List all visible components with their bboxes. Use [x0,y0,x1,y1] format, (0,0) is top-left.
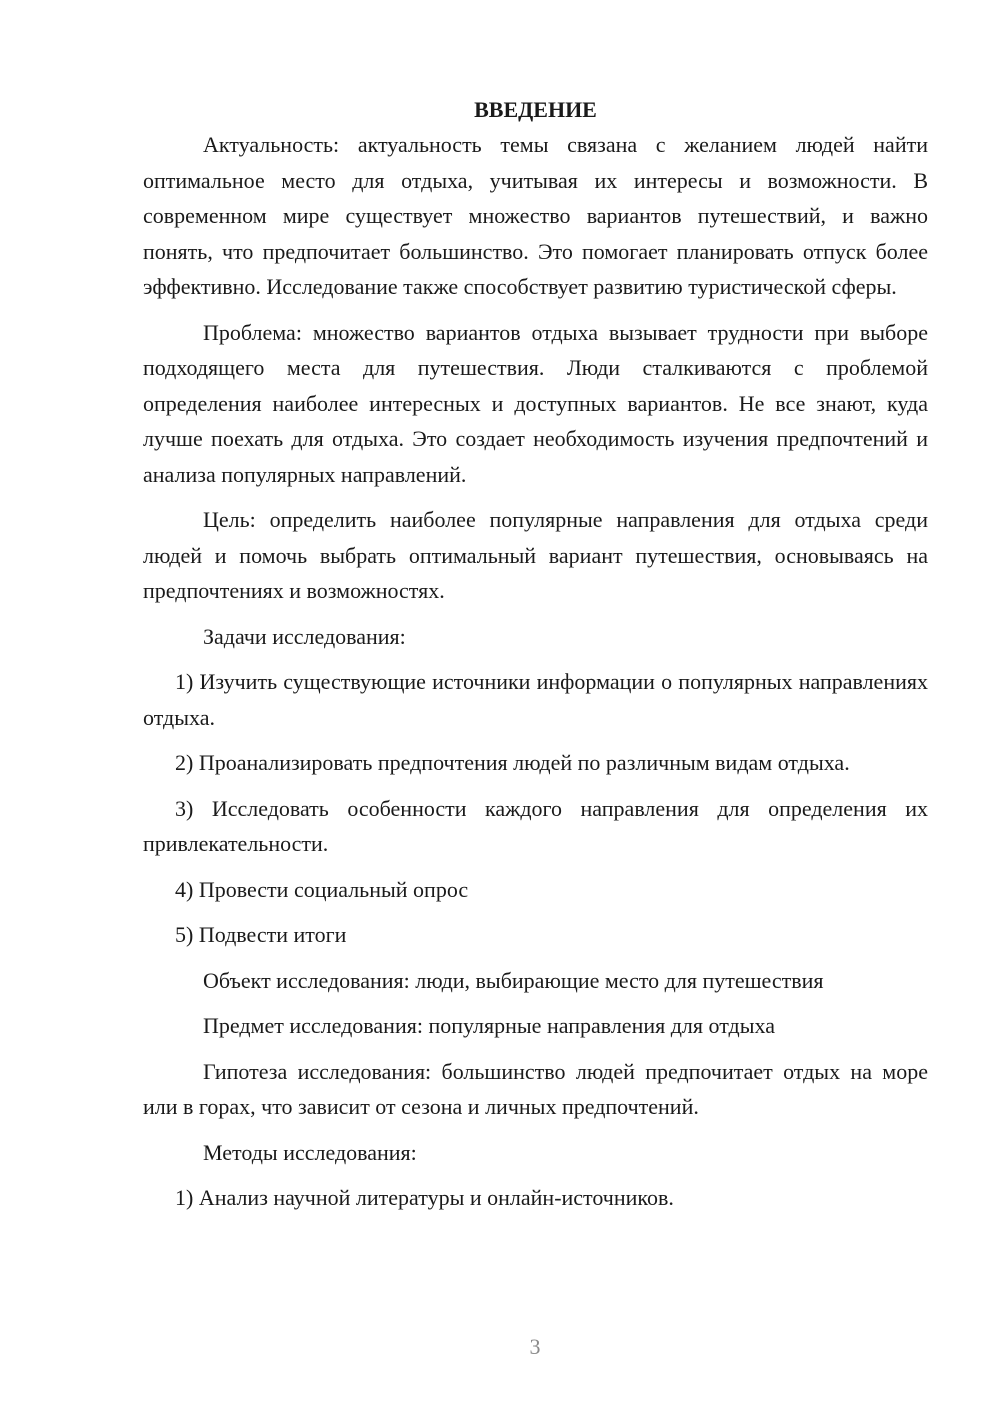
subject-line: Предмет исследования: популярные направления для отдыха [203,1013,776,1038]
task-item-3: 3) Исследовать особенности каждого направления для определения их привлекательности. [143,795,928,856]
goal-paragraph: Цель: определить наиболее популярные направления для отдыха среди людей и помочь выбрать оптимальный вариант путешествия, основываясь на предпочтениях и возможностях. [143,507,928,603]
page-number: 3 [529,1334,541,1359]
task-item-1: 1) Изучить существующие источники информации о популярных направлениях отдыха. [143,669,928,730]
task-item-5: 5) Подвести итоги [175,922,347,947]
object-line: Объект исследования: люди, выбирающие место для путешествия [203,967,824,993]
problem-paragraph: Проблема: множество вариантов отдыха вызывает трудности при выборе подходящего места для путешествия. Люди сталкиваются с проблемой определения наиболее интересных и доступных вариантов. Не все знают, куда лучше поехать для отдыха. Это создает необходимость изучения предпочтений и анализа популярных направлений. [143,319,928,487]
page-title: ВВЕДЕНИЕ [474,97,597,122]
methods-heading: Методы исследования: [203,1139,417,1165]
hypothesis-paragraph: Гипотеза исследования: большинство людей предпочитает отдых на море или в горах, что зависит от сезона и личных предпочтений. [143,1058,928,1119]
task-item-4: 4) Провести социальный опрос [175,876,469,902]
document-body [143,92,928,1226]
relevance-paragraph: Актуальность: актуальность темы связана с желанием людей найти оптимальное место для отдыха, учитывая их интересы и возможности. В современном мире существует множество вариантов путешествий, и важно понять, что предпочитает большинство. Это помогает планировать отпуск более эффективно. Исследование также способствует развитию туристической сферы. [143,132,928,299]
tasks-heading: Задачи исследования: [203,623,406,649]
task-item-2: 2) Проанализировать предпочтения людей по различным видам отдыха. [175,750,850,775]
method-item-1: 1) Анализ научной литературы и онлайн-источников. [175,1185,674,1210]
